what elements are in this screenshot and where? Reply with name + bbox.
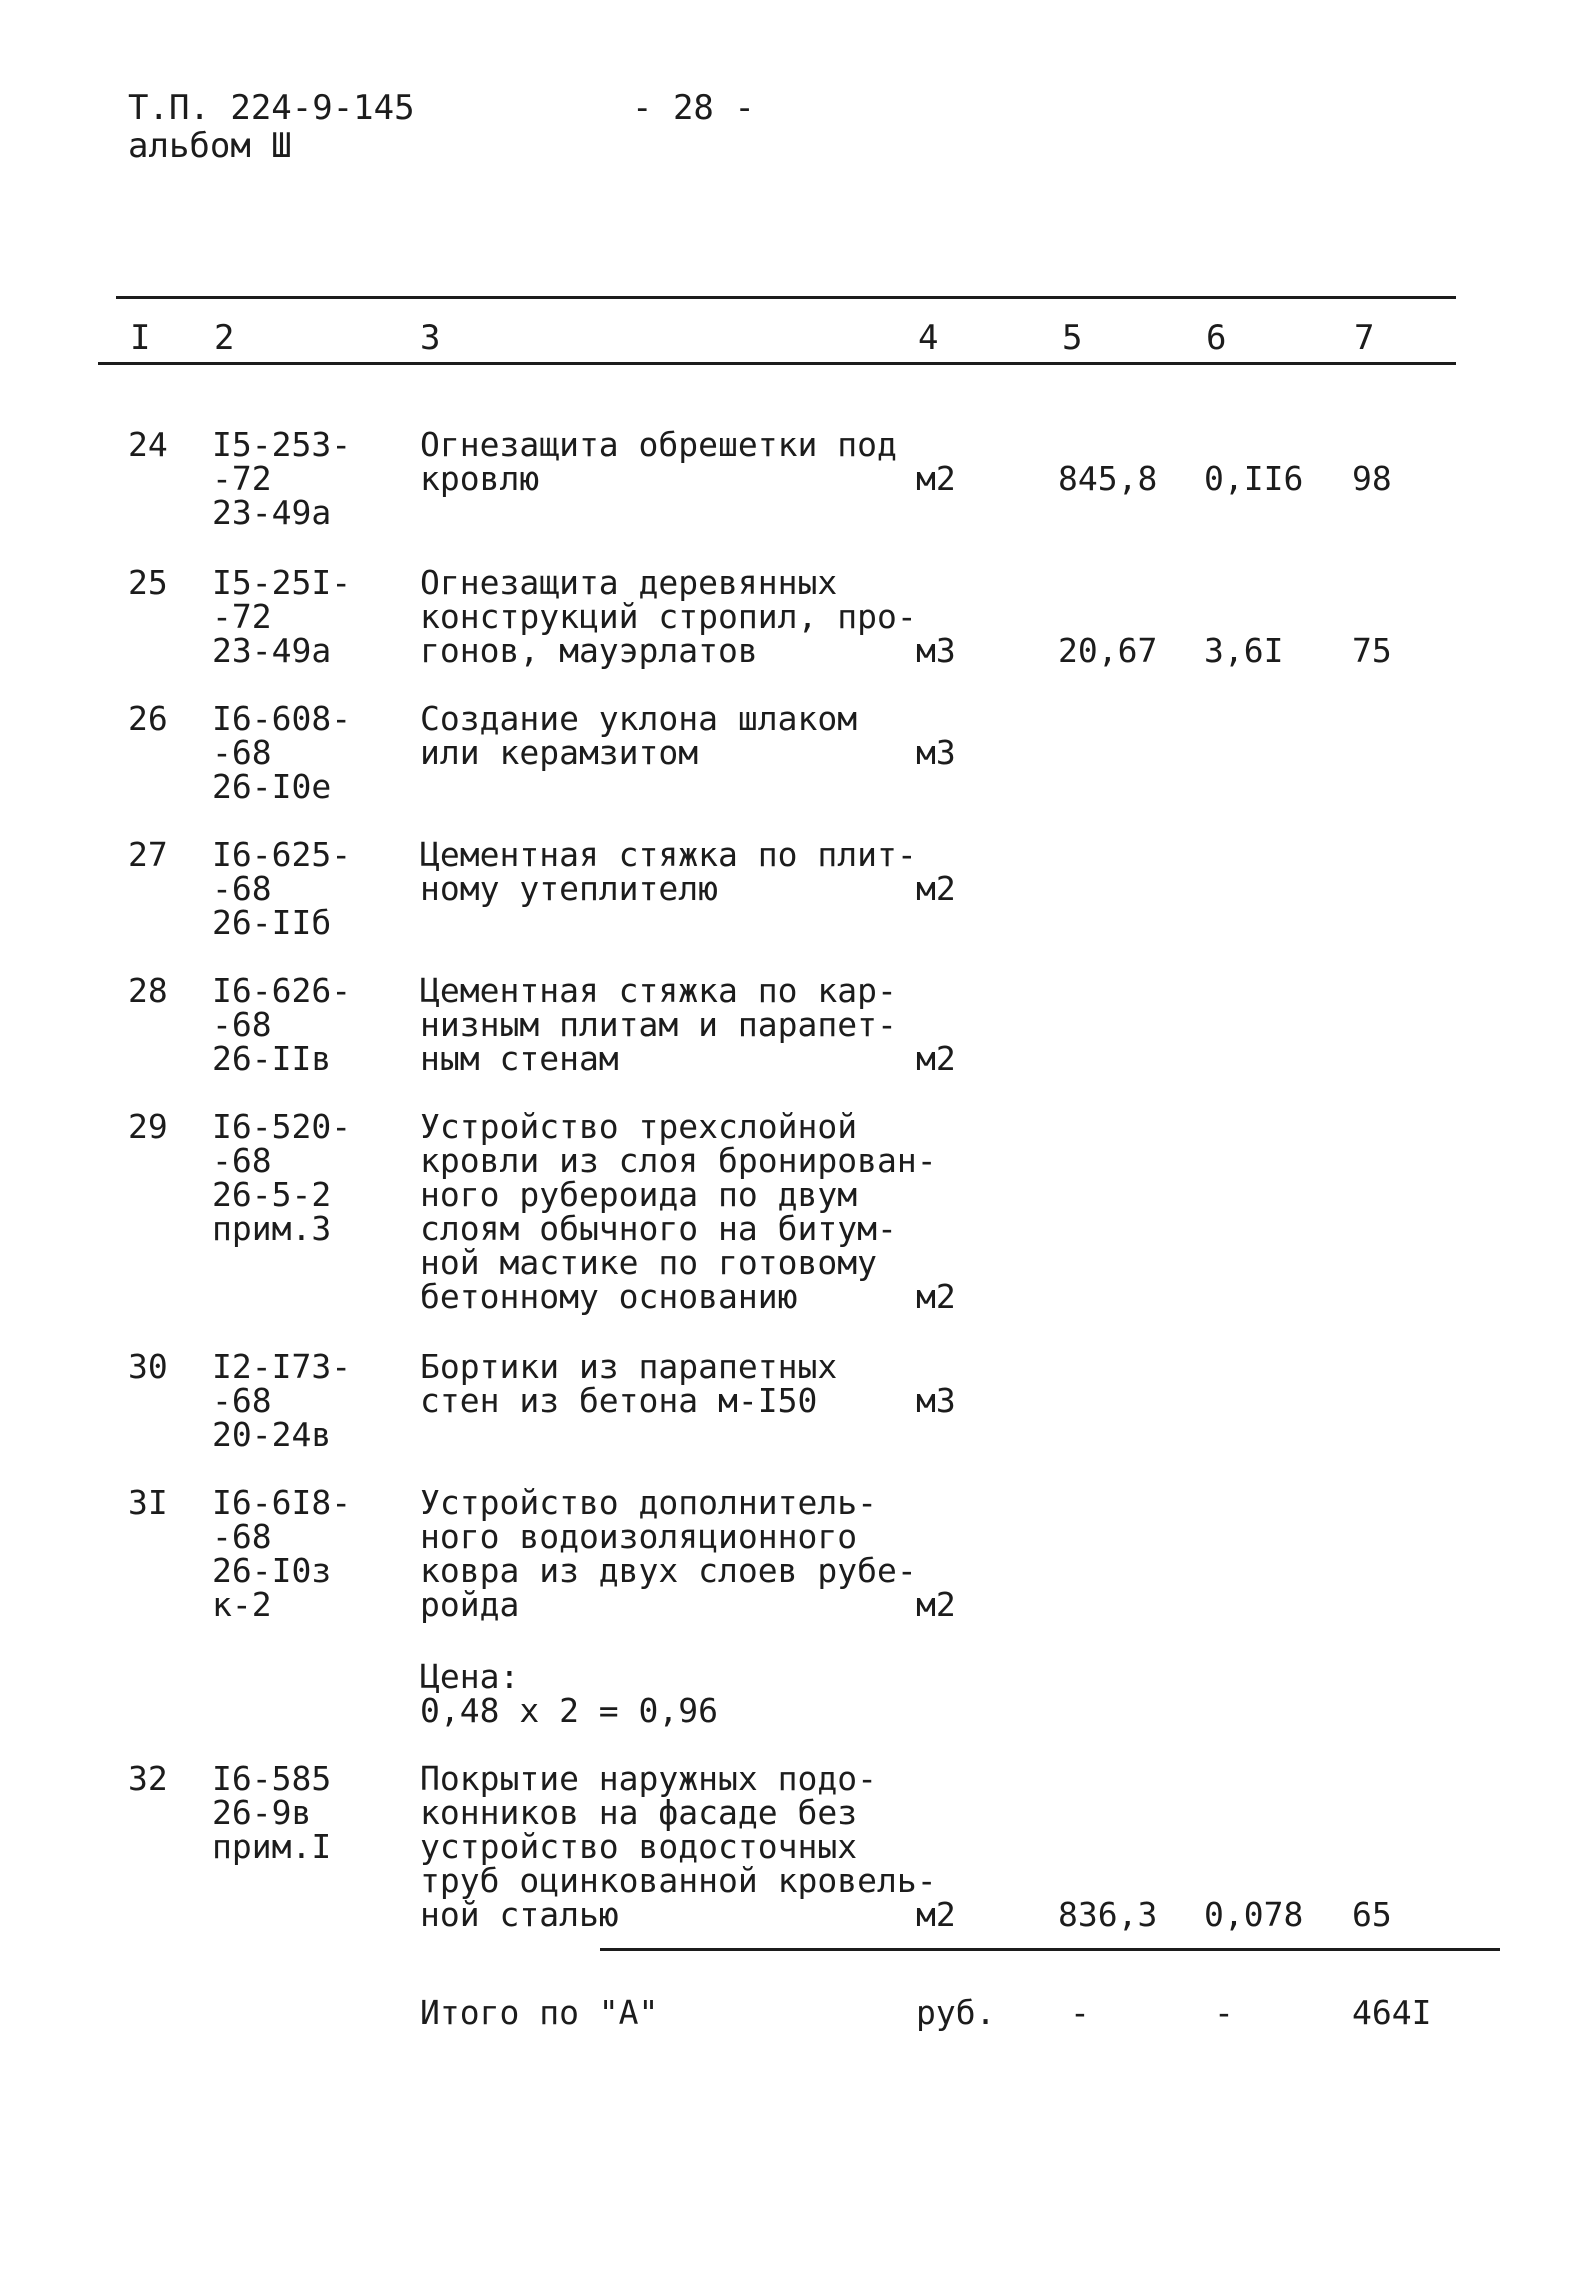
row-number: 28 <box>128 971 168 1010</box>
row-number: 26 <box>128 699 168 738</box>
row-description: Огнезащита деревянных конструкций стропил, про- гонов, мауэрлатов <box>420 563 917 670</box>
row-code: I6-520- -68 26-5-2 прим.3 <box>212 1107 352 1248</box>
row-code: I6-6I8- -68 26-I0з к-2 <box>212 1483 352 1624</box>
column-header-5: 5 <box>1062 318 1083 358</box>
document-code: Т.П. 224-9-145 <box>128 88 415 128</box>
row-code: I6-625- -68 26-IIб <box>212 835 352 942</box>
row-rate: 3,6I <box>1204 631 1284 670</box>
price-note-text: Цена: 0,48 х 2 = 0,96 <box>420 1657 719 1730</box>
row-total: 65 <box>1352 1895 1392 1934</box>
table-header-rule <box>98 362 1456 365</box>
page-number: - 28 - <box>632 88 755 128</box>
row-description: Цементная стяжка по плит- ному утеплителю <box>420 835 917 908</box>
row-description: Бортики из парапетных стен из бетона м-I50 <box>420 1347 838 1420</box>
row-unit: м2 <box>916 1585 956 1624</box>
row-number: 30 <box>128 1347 168 1386</box>
summary-label: Итого по "А" <box>420 1993 659 2032</box>
row-code: I6-626- -68 26-IIв <box>212 971 352 1078</box>
row-number: 32 <box>128 1759 168 1798</box>
row-description: Устройство дополнитель- ного водоизоляционного ковра из двух слоев рубе- ройда <box>420 1483 917 1624</box>
row-unit: м2 <box>916 459 956 498</box>
row-unit: м3 <box>916 631 956 670</box>
row-rate: 0,II6 <box>1204 459 1304 498</box>
row-unit: м2 <box>916 1039 956 1078</box>
row-quantity: 20,67 <box>1058 631 1158 670</box>
row-number: 25 <box>128 563 168 602</box>
row-number: 29 <box>128 1107 168 1146</box>
column-header-6: 6 <box>1206 318 1227 358</box>
summary-total: 464I <box>1352 1993 1432 2032</box>
row-description: Устройство трехслойной кровли из слоя бронирован- ного рубероида по двум слоям обычного на битум- ной мастике по готовому бетонному основанию <box>420 1107 937 1316</box>
column-header-4: 4 <box>918 318 939 358</box>
album-label: альбом Ш <box>128 126 292 166</box>
row-unit: м2 <box>916 1895 956 1934</box>
row-unit: м3 <box>916 1381 956 1420</box>
row-total: 98 <box>1352 459 1392 498</box>
row-description: Цементная стяжка по кар- низным плитам и парапет- ным стенам <box>420 971 897 1078</box>
row-unit: м2 <box>916 869 956 908</box>
row-code: I2-I73- -68 20-24в <box>212 1347 352 1454</box>
column-header-3: 3 <box>420 318 441 358</box>
summary-rate: - <box>1214 1993 1234 2032</box>
row-number: 27 <box>128 835 168 874</box>
row-quantity: 836,3 <box>1058 1895 1158 1934</box>
summary-unit: руб. <box>916 1993 996 2032</box>
row-number: 24 <box>128 425 168 464</box>
summary-quantity: - <box>1070 1993 1090 2032</box>
row-code: I6-608- -68 26-I0е <box>212 699 352 806</box>
row-rate: 0,078 <box>1204 1895 1304 1934</box>
row-description: Огнезащита обрешетки под кровлю <box>420 425 897 498</box>
row-description: Создание уклона шлаком или керамзитом <box>420 699 858 772</box>
row-quantity: 845,8 <box>1058 459 1158 498</box>
row-description: Покрытие наружных подо- конников на фасаде без устройство водосточных труб оцинкованной кровель- ной сталью <box>420 1759 937 1934</box>
column-header-7: 7 <box>1354 318 1375 358</box>
row-unit: м3 <box>916 733 956 772</box>
row-code: I5-253- -72 23-49а <box>212 425 352 532</box>
row-unit: м2 <box>916 1277 956 1316</box>
summary-rule <box>600 1948 1500 1951</box>
row-code: I5-25I- -72 23-49а <box>212 563 352 670</box>
column-header-1: I <box>130 318 151 358</box>
column-header-2: 2 <box>214 318 235 358</box>
row-number: 3I <box>128 1483 168 1522</box>
row-total: 75 <box>1352 631 1392 670</box>
row-code: I6-585 26-9в прим.I <box>212 1759 332 1866</box>
table-top-rule <box>116 296 1456 299</box>
document-header <box>128 88 415 164</box>
